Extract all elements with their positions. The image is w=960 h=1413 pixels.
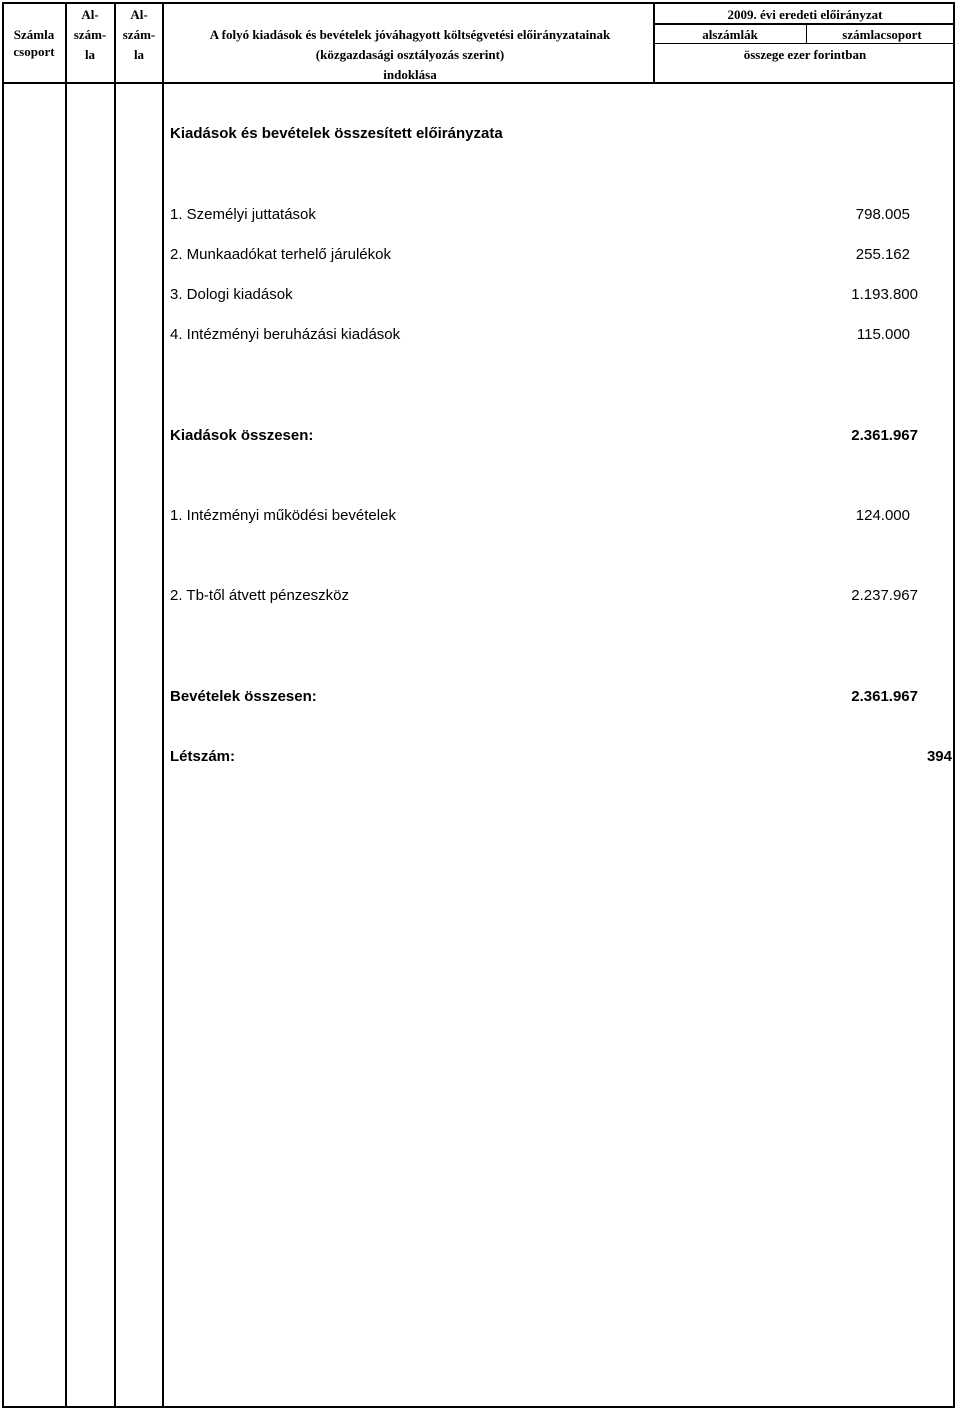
expense-value: 798.005 <box>855 206 910 223</box>
headcount-value: 394 <box>926 748 952 765</box>
revenue-value: 124.000 <box>855 507 910 524</box>
expense-value: 115.000 <box>856 326 910 343</box>
header-description-line2: (közgazdasági osztályozás szerint) <box>315 47 505 62</box>
header-alszamla1-line2: szám- <box>73 27 107 42</box>
header-amount-alszamlak: alszámlák <box>702 27 758 42</box>
expenses-total-label: Kiadások összesen: <box>170 427 314 444</box>
revenue-label: 2. Tb-től átvett pénzeszköz <box>170 587 349 604</box>
header-amount-title: 2009. évi eredeti előirányzat <box>727 7 883 22</box>
header-bottom-rule <box>2 82 955 84</box>
revenues-total-value: 2.361.967 <box>851 688 918 705</box>
amount-header-rule <box>653 23 955 25</box>
header-alszamla2-line1: Al- <box>130 7 148 22</box>
header-amount-szamlacsoport: számlacsoport <box>842 27 922 42</box>
header-alszamla1-line1: Al- <box>81 7 99 22</box>
header-amount-unit: összege ezer forintban <box>743 47 867 62</box>
header-alszamla2-line2: szám- <box>122 27 156 42</box>
revenue-label: 1. Intézményi működési bevételek <box>170 507 396 524</box>
expense-value: 1.193.800 <box>851 286 918 303</box>
expense-label: 3. Dologi kiadások <box>170 286 293 303</box>
revenues-total-label: Bevételek összesen: <box>170 688 317 705</box>
section-title: Kiadások és bevételek összesített előirányzata <box>170 125 503 142</box>
header-szamlacsoport-line1: Számla <box>13 27 55 42</box>
header-alszamla2-line3: la <box>133 47 145 62</box>
header-description-line1: A folyó kiadások és bevételek jóváhagyott költségvetési előirányzatainak <box>209 27 611 42</box>
expenses-total-value: 2.361.967 <box>851 427 918 444</box>
header-alszamla1-line3: la <box>84 47 96 62</box>
amount-subcolumn-divider <box>806 23 807 43</box>
amount-subheader-rule <box>653 43 955 44</box>
header-description-line3: indoklása <box>383 67 437 82</box>
expense-label: 1. Személyi juttatások <box>170 206 316 223</box>
column-divider-3 <box>162 2 164 1408</box>
expense-label: 2. Munkaadókat terhelő járulékok <box>170 246 391 263</box>
column-divider-1 <box>65 2 67 1408</box>
revenue-value: 2.237.967 <box>851 587 918 604</box>
headcount-label: Létszám: <box>170 748 236 765</box>
column-divider-2 <box>114 2 116 1408</box>
header-szamlacsoport-line2: csoport <box>13 44 55 59</box>
expense-value: 255.162 <box>855 246 910 263</box>
expense-label: 4. Intézményi beruházási kiadások <box>170 326 401 343</box>
